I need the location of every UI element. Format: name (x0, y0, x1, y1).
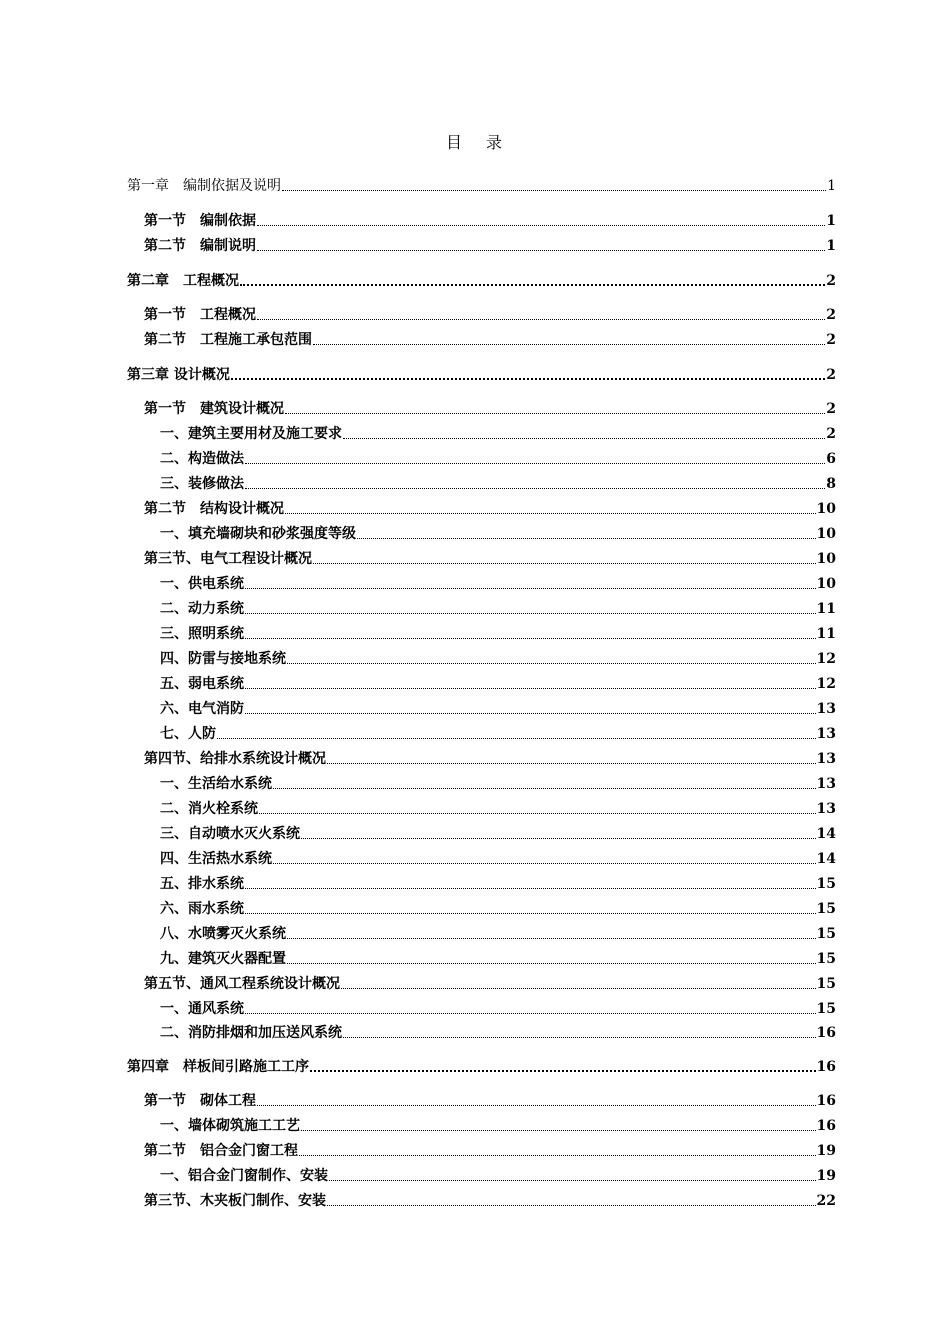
toc-entry-page: 1 (826, 238, 836, 254)
toc-entry-page: 16 (816, 1025, 836, 1041)
toc-entry[interactable] (160, 674, 836, 694)
toc-entry-label: 第二章 工程概况 (127, 273, 239, 289)
toc-entry[interactable] (160, 849, 836, 869)
toc-entry[interactable] (144, 974, 836, 994)
toc-entry-label: 第一章 编制依据及说明 (127, 178, 281, 194)
dot-leader (245, 713, 816, 714)
toc-entry[interactable] (160, 824, 836, 844)
toc-entry-label: 第四节、给排水系统设计概况 (144, 751, 326, 767)
dot-leader (282, 190, 826, 191)
toc-entry-page: 10 (816, 551, 836, 567)
toc-entry-page: 13 (816, 801, 836, 817)
toc-entry-page: 12 (816, 651, 836, 667)
toc-entry-page: 1 (826, 213, 836, 229)
toc-entry[interactable] (160, 1023, 836, 1043)
toc-entry-label: 第二节 铝合金门窗工程 (144, 1143, 298, 1159)
toc-entry[interactable] (144, 1191, 836, 1211)
dot-leader (273, 863, 816, 864)
toc-entry-label: 第三章 设计概况 (127, 367, 230, 383)
dot-leader (313, 344, 825, 345)
dot-leader (273, 788, 816, 789)
toc-entry-page: 6 (826, 451, 836, 467)
dot-leader (327, 763, 816, 764)
dot-leader (287, 963, 816, 964)
toc-entry[interactable] (144, 1091, 836, 1111)
dot-leader (231, 378, 825, 380)
toc-entry-label: 一、填充墙砌块和砂浆强度等级 (160, 526, 356, 542)
toc-entry-page: 12 (816, 676, 836, 692)
toc-entry-label: 八、水喷雾灭火系统 (160, 926, 286, 942)
dot-leader (310, 1070, 816, 1072)
toc-entry-label: 第二节 工程施工承包范围 (144, 332, 312, 348)
toc-entry[interactable] (160, 574, 836, 594)
toc-entry-label: 五、排水系统 (160, 876, 244, 892)
toc-entry[interactable] (144, 549, 836, 569)
dot-leader (257, 250, 825, 251)
toc-entry-page: 15 (816, 951, 836, 967)
toc-entry-page: 16 (816, 1093, 836, 1109)
toc-title-right: 录 (486, 133, 505, 152)
toc-entry[interactable] (160, 924, 836, 944)
dot-leader (245, 1013, 816, 1014)
dot-leader (217, 738, 816, 739)
dot-leader (327, 1205, 816, 1206)
toc-entry-page: 13 (816, 726, 836, 742)
toc-entry-label: 一、建筑主要用材及施工要求 (160, 426, 342, 442)
toc-entry-page: 19 (816, 1168, 836, 1184)
toc-entry-page: 10 (816, 526, 836, 542)
toc-entry[interactable] (127, 271, 836, 291)
toc-entry-label: 二、消防排烟和加压送风系统 (160, 1025, 342, 1041)
dot-leader (329, 1180, 816, 1181)
toc-entry-page: 11 (816, 626, 836, 642)
dot-leader (285, 413, 825, 414)
dot-leader (257, 1105, 816, 1106)
dot-leader (245, 463, 825, 464)
toc-entry-label: 一、墙体砌筑施工工艺 (160, 1118, 300, 1134)
toc-entry-label: 二、构造做法 (160, 451, 244, 467)
toc-entry-page: 2 (826, 332, 836, 348)
toc-entry[interactable] (127, 1057, 836, 1077)
toc-entry-label: 第四章 样板间引路施工工序 (127, 1059, 309, 1075)
dot-leader (245, 588, 816, 589)
toc-entry-label: 二、动力系统 (160, 601, 244, 617)
toc-entry-page: 16 (816, 1059, 836, 1075)
toc-entry[interactable] (160, 774, 836, 794)
toc-entry-page: 13 (816, 776, 836, 792)
toc-entry-label: 第一节 建筑设计概况 (144, 401, 284, 417)
toc-entry[interactable] (160, 599, 836, 619)
toc-entry-page: 14 (816, 851, 836, 867)
toc-entry-label: 一、供电系统 (160, 576, 244, 592)
toc-entry[interactable] (127, 176, 836, 196)
dot-leader (301, 838, 816, 839)
toc-entry[interactable] (160, 699, 836, 719)
toc-entry-page: 2 (826, 401, 836, 417)
dot-leader (245, 913, 816, 914)
toc-entry[interactable] (160, 424, 836, 444)
toc-entry-label: 三、装修做法 (160, 476, 244, 492)
toc-entry-label: 第五节、通风工程系统设计概况 (144, 976, 340, 992)
toc-entry-page: 2 (826, 273, 836, 289)
dot-leader (257, 225, 825, 226)
toc-entry[interactable] (160, 1166, 836, 1186)
toc-entry-label: 四、生活热水系统 (160, 851, 272, 867)
toc-entry[interactable] (160, 999, 836, 1019)
toc-entry-label: 第二节 编制说明 (144, 238, 256, 254)
dot-leader (259, 813, 816, 814)
toc-entry[interactable] (160, 799, 836, 819)
toc-entry[interactable] (160, 474, 836, 494)
toc-entry[interactable] (160, 899, 836, 919)
toc-entry-label: 第三节、电气工程设计概况 (144, 551, 312, 567)
toc-entry-page: 15 (816, 876, 836, 892)
dot-leader (341, 988, 816, 989)
dot-leader (301, 1130, 816, 1131)
toc-entry-page: 2 (826, 426, 836, 442)
toc-entry-page: 19 (816, 1143, 836, 1159)
toc-entry[interactable] (160, 624, 836, 644)
toc-entry[interactable] (144, 399, 836, 419)
toc-entry[interactable] (160, 524, 836, 544)
dot-leader (245, 888, 816, 889)
toc-entry[interactable] (144, 499, 836, 519)
toc-entry-label: 一、生活给水系统 (160, 776, 272, 792)
toc-entry[interactable] (160, 1116, 836, 1136)
toc-entry[interactable] (160, 449, 836, 469)
toc-entry[interactable] (144, 211, 836, 231)
dot-leader (245, 688, 816, 689)
toc-entry-page: 10 (816, 576, 836, 592)
toc-entry-page: 15 (816, 926, 836, 942)
toc-title-left: 目 (445, 133, 464, 152)
dot-leader (287, 663, 816, 664)
toc-entry-label: 三、照明系统 (160, 626, 244, 642)
dot-leader (299, 1155, 816, 1156)
toc-entry-label: 四、防雷与接地系统 (160, 651, 286, 667)
toc-entry-label: 三、自动喷水灭火系统 (160, 826, 300, 842)
toc-entry-label: 一、通风系统 (160, 1001, 244, 1017)
dot-leader (245, 638, 816, 639)
toc-entry[interactable] (144, 330, 836, 350)
dot-leader (357, 538, 816, 539)
toc-entry-page: 13 (816, 701, 836, 717)
toc-entry[interactable] (160, 724, 836, 744)
dot-leader (245, 488, 825, 489)
toc-entry-label: 一、铝合金门窗制作、安装 (160, 1168, 328, 1184)
toc-entry-page: 10 (816, 501, 836, 517)
dot-leader (313, 563, 816, 564)
toc-entry-page: 15 (816, 901, 836, 917)
toc-entry-label: 九、建筑灭火器配置 (160, 951, 286, 967)
toc-entry-label: 第一节 编制依据 (144, 213, 256, 229)
toc-entry-page: 1 (827, 178, 836, 194)
dot-leader (343, 438, 825, 439)
dot-leader (245, 613, 816, 614)
toc-entry-label: 第一节 砌体工程 (144, 1093, 256, 1109)
toc-entry-page: 13 (816, 751, 836, 767)
toc-entry-page: 16 (816, 1118, 836, 1134)
dot-leader (343, 1037, 816, 1038)
toc-entry-page: 15 (816, 976, 836, 992)
dot-leader (240, 284, 825, 286)
toc-entry-label: 二、消火栓系统 (160, 801, 258, 817)
toc-entry-page: 22 (816, 1193, 836, 1209)
dot-leader (285, 513, 816, 514)
toc-entry[interactable] (144, 305, 836, 325)
toc-entry-page: 14 (816, 826, 836, 842)
toc-entry[interactable] (144, 236, 836, 256)
toc-entry[interactable] (160, 949, 836, 969)
toc-entry-label: 第二节 结构设计概况 (144, 501, 284, 517)
toc-entry-label: 五、弱电系统 (160, 676, 244, 692)
toc-entry[interactable] (160, 874, 836, 894)
toc-entry[interactable] (144, 1141, 836, 1161)
toc-entry-page: 2 (826, 307, 836, 323)
toc-entry-page: 8 (826, 476, 836, 492)
toc-entry-page: 15 (816, 1001, 836, 1017)
toc-entry[interactable] (127, 365, 836, 385)
toc-entry-page: 11 (816, 601, 836, 617)
toc-entry-label: 六、雨水系统 (160, 901, 244, 917)
toc-title (0, 130, 950, 153)
toc-entry-label: 第一节 工程概况 (144, 307, 256, 323)
toc-entry-page: 2 (826, 367, 836, 383)
toc-entry-label: 七、人防 (160, 726, 216, 742)
dot-leader (257, 319, 825, 320)
toc-entry[interactable] (160, 649, 836, 669)
dot-leader (287, 938, 816, 939)
toc-entry-label: 六、电气消防 (160, 701, 244, 717)
toc-entry[interactable] (144, 749, 836, 769)
toc-entry-label: 第三节、木夹板门制作、安装 (144, 1193, 326, 1209)
